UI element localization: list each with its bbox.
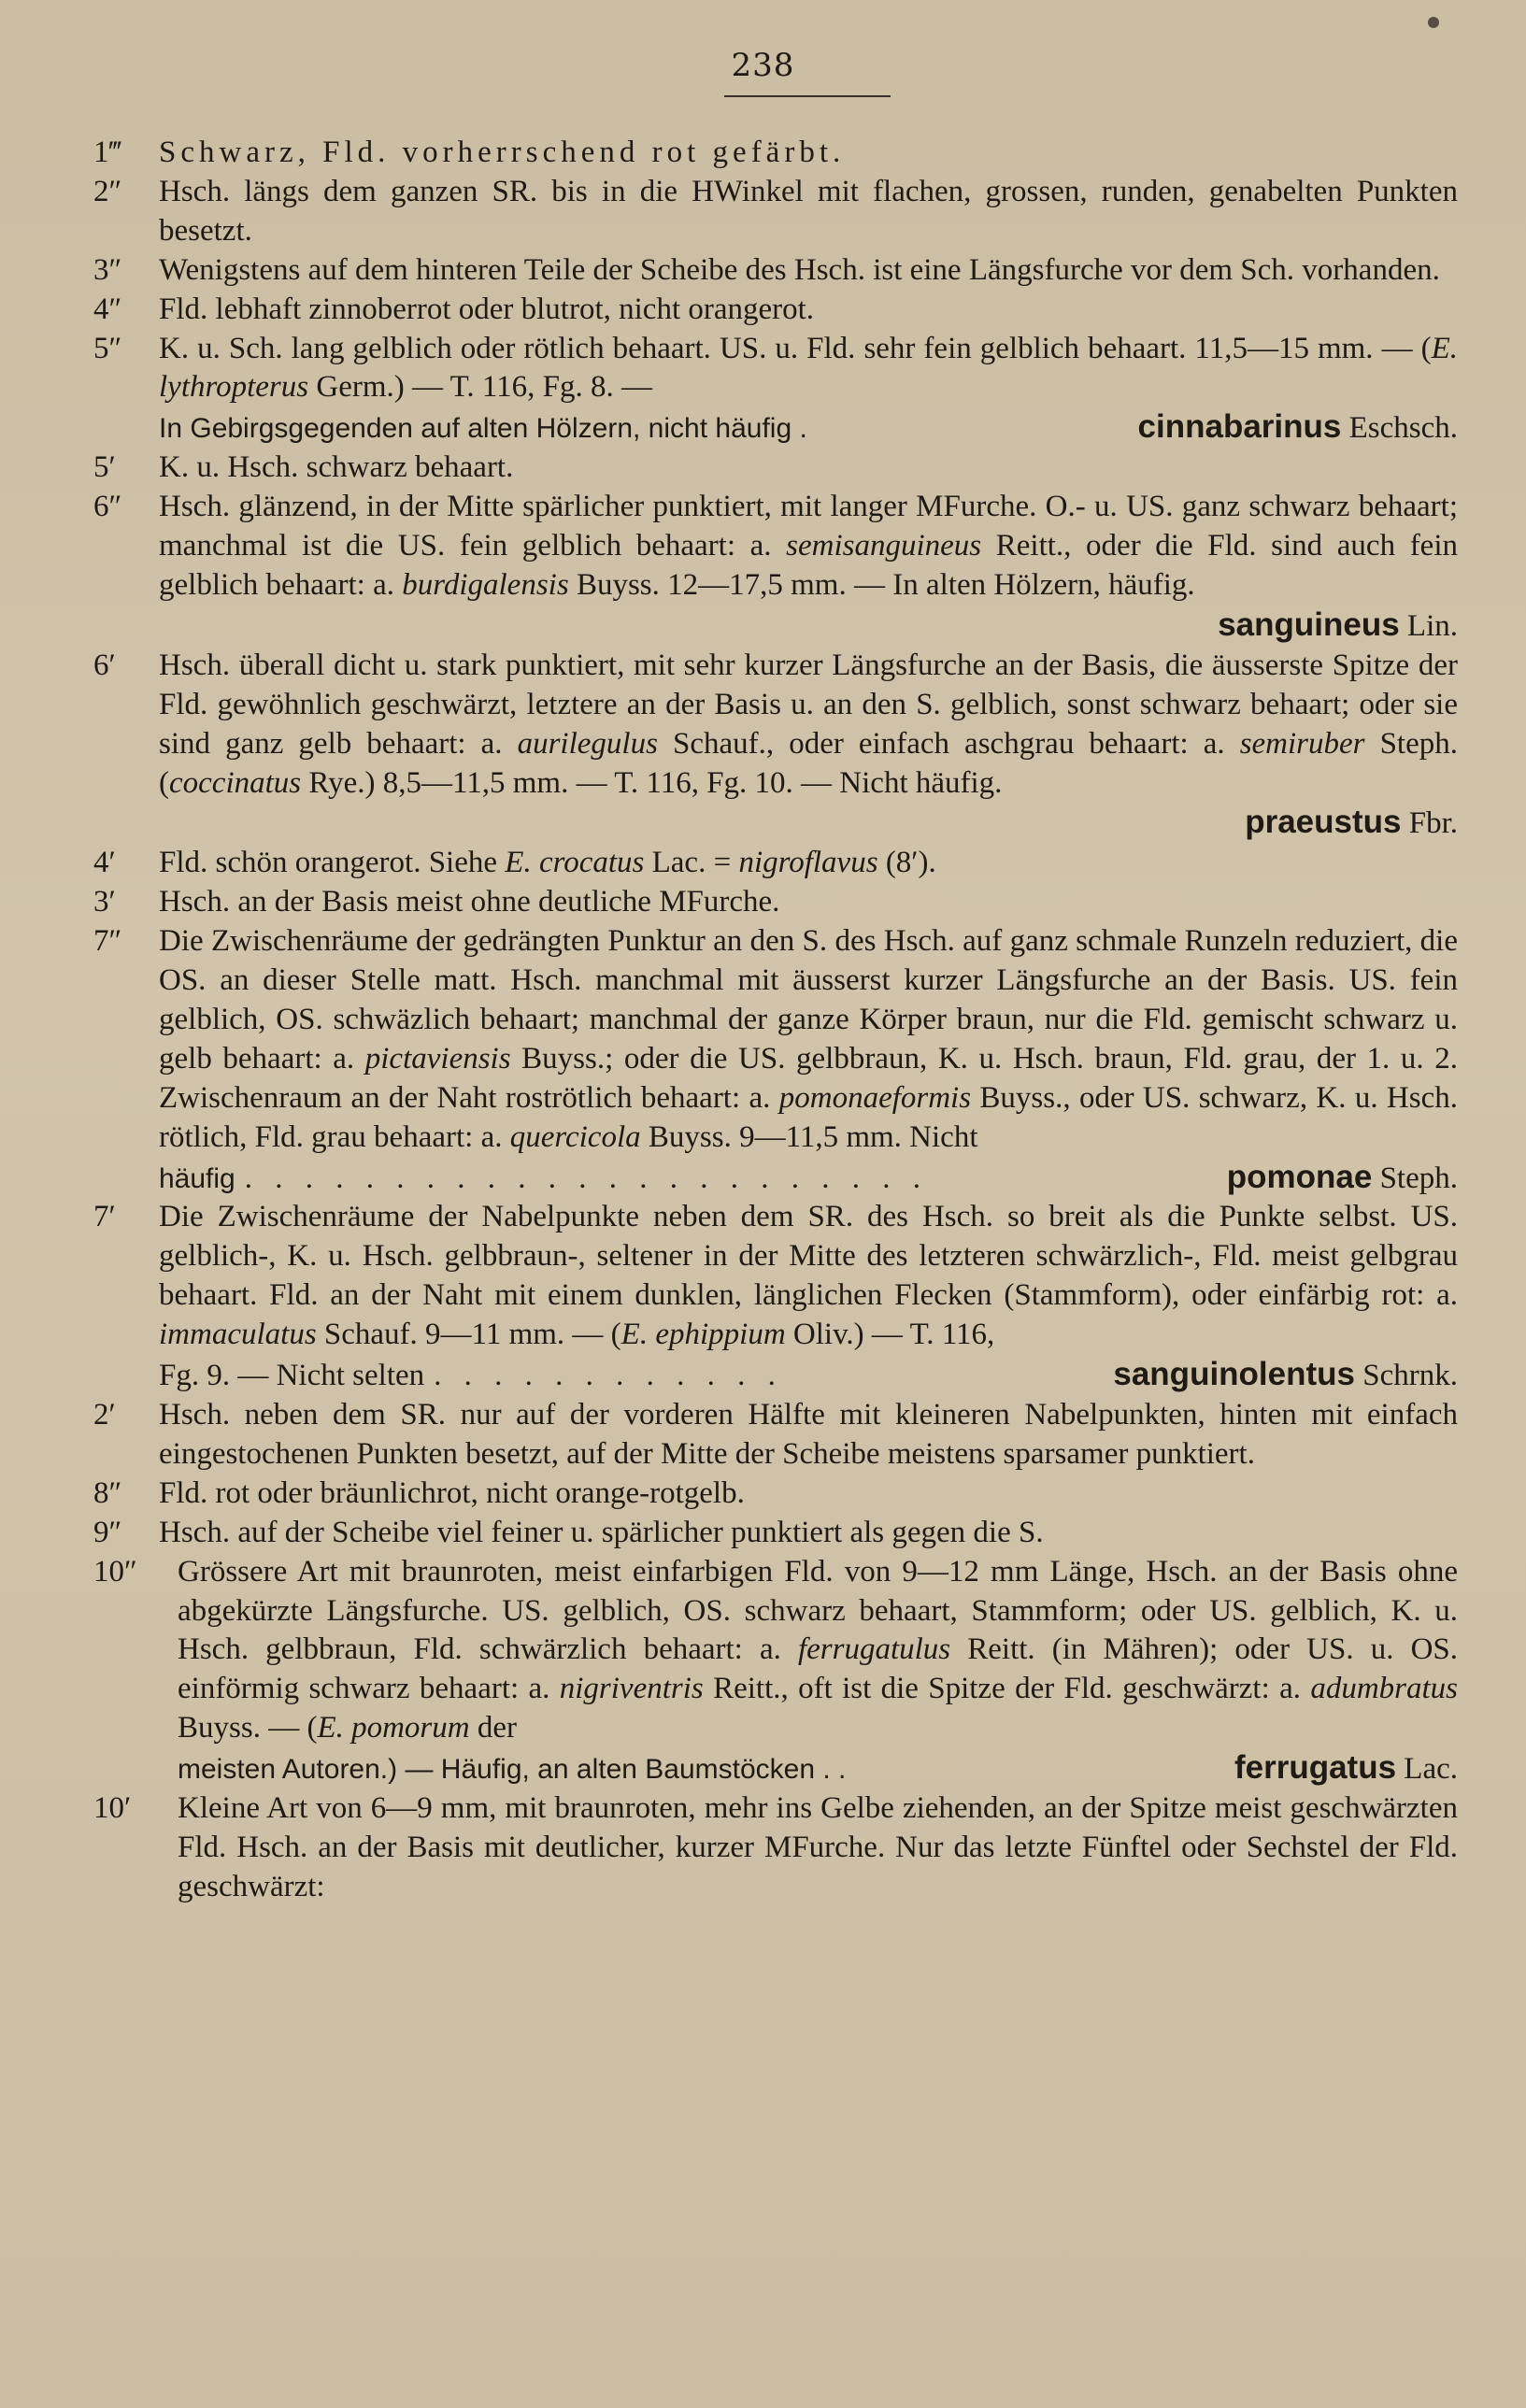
entry-text bbox=[159, 1198, 1458, 1355]
habitat-note: meisten Autoren.) — Häufig, an alten Baumstöcken . . bbox=[178, 1754, 847, 1786]
text-run: Buyss. 12—17,5 mm. — In alten Hölzern, häufig. bbox=[568, 567, 1195, 602]
key-entry bbox=[93, 173, 1458, 251]
header-rule bbox=[724, 95, 891, 97]
entry-number: 7″ bbox=[93, 924, 122, 959]
entry-number: 9″ bbox=[93, 1515, 122, 1549]
key-entry bbox=[93, 1789, 1458, 1907]
taxon-name: coccinatus bbox=[169, 765, 302, 800]
taxon-name: semiruber bbox=[1239, 726, 1365, 761]
entry-number: 2′ bbox=[93, 1398, 116, 1432]
leader-dots: . . . . . . . . . . . . bbox=[434, 1359, 783, 1393]
species-name: praeustus bbox=[1245, 804, 1402, 841]
habitat-note: In Gebirgsgegenden auf alten Hölzern, nicht häufig . bbox=[159, 413, 807, 445]
entry-number: 6″ bbox=[93, 490, 122, 524]
entry-number: 10′ bbox=[93, 1791, 132, 1826]
key-entry bbox=[93, 922, 1458, 1198]
taxon-name: burdigalensis bbox=[402, 567, 569, 602]
species-name-group bbox=[1227, 1158, 1458, 1199]
species-author: Steph. bbox=[1379, 1161, 1458, 1195]
text-run: Grössere Art mit braunroten, meist einfarbigen Fld. von 9—12 mm Länge, Hsch. an der Basis ohne abgekürzte Längsfurche. US. gelblich, OS. schwarz behaart, Stammform; oder US. gelblich, K. u. Hsch. gelbbraun, Fld. schwärzlich behaart: a. bbox=[178, 1554, 1458, 1667]
taxon-name: pomonaeformis bbox=[778, 1080, 972, 1115]
taxon-name: quercicola bbox=[509, 1119, 641, 1154]
entry-number: 3′ bbox=[93, 885, 116, 919]
key-entry bbox=[93, 844, 1458, 883]
key-entry bbox=[93, 1396, 1458, 1475]
entry-text bbox=[159, 922, 1458, 1157]
habitat-note: Fg. 9. — Nicht selten bbox=[159, 1359, 425, 1393]
text-run: Germ.) — T. 116, Fg. 8. — bbox=[308, 370, 652, 405]
entry-text: Hsch. an der Basis meist ohne deutliche MFurche. bbox=[159, 885, 780, 919]
page-number: 238 bbox=[731, 47, 795, 84]
entry-text: Fld. rot oder bräunlichrot, nicht orange-rotgelb. bbox=[159, 1475, 745, 1510]
taxon-name: immaculatus bbox=[159, 1318, 317, 1352]
entry-number: 2″ bbox=[93, 174, 122, 208]
text-run: Lac. = bbox=[644, 846, 739, 880]
text-run: Buyss.; oder die US. gelbbraun, K. u. Hsch. braun, Fld. grau, der 1. u. 2. Zwischenraum an der Naht roströtlich behaart: a. bbox=[159, 1041, 1458, 1115]
text-run: Reitt. (in Mähren); oder US. u. OS. einförmig schwarz behaart: a. bbox=[178, 1632, 1459, 1706]
key-entry bbox=[93, 1514, 1458, 1553]
text-run: Die Zwischenräume der gedrängten Punktur an den S. des Hsch. auf ganz schmale Runzeln reduziert, die OS. an dieser Stelle matt. Hsch. manchmal mit äusserst kurzer Längsfurche an der Basis. US. fein gelblich, OS. schwäzlich behaart; manchmal der ganze Körper braun, nur die Fld. gemischt schwarz u. gelb behaart: a. bbox=[159, 924, 1458, 1076]
entry-number: 10″ bbox=[93, 1554, 137, 1589]
key-entry bbox=[93, 251, 1458, 291]
taxon-name: nigroflavus bbox=[738, 846, 878, 880]
species-name: sanguinolentus bbox=[1113, 1356, 1355, 1393]
text-run: Rye.) 8,5—11,5 mm. — T. 116, Fg. 10. — Nicht häufig. bbox=[301, 765, 1003, 800]
text-run: Reitt., oder die Fld. sind auch fein gelblich behaart: a. bbox=[159, 529, 1458, 602]
entry-text: Hsch. längs dem ganzen SR. bis in die HWinkel mit flachen, grossen, runden, genabelten Punkten besetzt. bbox=[159, 174, 1458, 248]
species-name: ferrugatus bbox=[1234, 1749, 1397, 1787]
key-entry bbox=[93, 449, 1458, 488]
entry-number: 5″ bbox=[93, 331, 122, 365]
entry-number: 4″ bbox=[93, 292, 122, 326]
taxon-name: nigriventris bbox=[559, 1672, 704, 1706]
taxon-name: pictaviensis bbox=[364, 1041, 511, 1076]
key-entry bbox=[93, 883, 1458, 922]
entry-number: 4′ bbox=[93, 846, 116, 880]
habitat-note: häufig bbox=[159, 1162, 235, 1194]
key-text bbox=[93, 134, 1458, 1907]
taxon-name: E. crocatus bbox=[505, 846, 645, 880]
text-run: Buyss. — ( bbox=[178, 1711, 318, 1745]
key-entry bbox=[93, 1198, 1458, 1396]
entry-number: 6′ bbox=[93, 648, 116, 682]
entry-number: 7′ bbox=[93, 1200, 116, 1234]
entry-text: Hsch. auf der Scheibe viel feiner u. spärlicher punktiert als gegen die S. bbox=[159, 1515, 1044, 1549]
species-line bbox=[159, 407, 1458, 449]
text-run: (8′). bbox=[877, 846, 936, 880]
taxon-name: aurilegulus bbox=[517, 726, 658, 761]
entry-text bbox=[159, 330, 1458, 408]
text-run: K. u. Sch. lang gelblich oder rötlich behaart. US. u. Fld. sehr fein gelblich behaart. 11,5—15 mm. — ( bbox=[159, 331, 1432, 365]
text-run: Reitt., oft ist die Spitze der Fld. geschwärzt: a. bbox=[703, 1672, 1311, 1706]
text-run: Fld. schön orangerot. Siehe bbox=[159, 846, 506, 880]
text-run: Hsch. glänzend, in der Mitte spärlicher punktiert, mit langer MFurche. O.- u. US. ganz schwarz behaart; manchmal ist die US. fein gelblich behaart: a. bbox=[159, 490, 1458, 563]
species-name-group bbox=[1234, 1748, 1458, 1789]
entry-text bbox=[159, 844, 1458, 883]
leader-dots: . . . . . . . . . . . . . . . . . . . . . . . bbox=[244, 1161, 928, 1195]
text-run: Buyss. 9—11,5 mm. Nicht bbox=[640, 1119, 978, 1154]
ink-spot bbox=[1428, 17, 1439, 28]
species-line bbox=[159, 1158, 1458, 1199]
entry-text: Fld. lebhaft zinnoberrot oder blutrot, nicht orangerot. bbox=[159, 292, 815, 326]
entry-number: 5′ bbox=[93, 450, 116, 485]
species-name-group bbox=[1138, 407, 1458, 449]
entry-text: Schwarz, Fld. vorherrschend rot gefärbt. bbox=[159, 135, 846, 169]
taxon-name: E. lythropterus bbox=[159, 331, 1458, 405]
taxon-name: E. pomorum bbox=[317, 1711, 470, 1745]
text-run: Oliv.) — T. 116, bbox=[785, 1318, 995, 1352]
species-name: sanguineus bbox=[1218, 606, 1400, 643]
text-run: Schauf., oder einfach aschgrau behaart: a. bbox=[657, 726, 1240, 761]
key-entry bbox=[93, 1553, 1458, 1789]
entry-text bbox=[159, 647, 1458, 804]
entry-number: 8″ bbox=[93, 1475, 122, 1510]
species-author: Eschsch. bbox=[1348, 411, 1458, 446]
species-author: Lac. bbox=[1404, 1752, 1458, 1787]
text-run: Hsch. überall dicht u. stark punktiert, mit sehr kurzer Längsfurche an der Basis, die äusserste Spitze der Fld. gewöhnlich geschwärzt, letztere an der Basis u. an den S. gelblich, sonst schwarz behaart; oder sie sind ganz gelb behaart: a. bbox=[159, 648, 1458, 761]
text-run: Buyss., oder US. schwarz, K. u. Hsch. rötlich, Fld. grau behaart: a. bbox=[159, 1080, 1458, 1154]
key-entry bbox=[93, 488, 1458, 647]
text-run: Steph. ( bbox=[159, 726, 1458, 800]
taxon-name: E. ephippium bbox=[620, 1318, 786, 1352]
key-entry bbox=[93, 330, 1458, 449]
species-author: Fbr. bbox=[1408, 806, 1458, 841]
species-name: cinnabarinus bbox=[1137, 408, 1342, 446]
taxon-name: semisanguineus bbox=[786, 529, 982, 563]
entry-text bbox=[159, 488, 1458, 606]
species-line bbox=[159, 606, 1458, 647]
entry-text: K. u. Hsch. schwarz behaart. bbox=[159, 450, 514, 485]
text-run: Die Zwischenräume der Nabelpunkte neben dem SR. des Hsch. so breit als die Punkte selbst. US. gelblich-, K. u. Hsch. gelbbraun-, seltener in der Mitte des letzteren schwärzlich-, Fld. meist gelbgrau behaart. Fld. an der Naht mit einem dunklen, länglichen Flecken (Stammform), oder einfärbig rot: a. bbox=[159, 1200, 1458, 1313]
key-entry bbox=[93, 134, 1458, 173]
species-author: Schrnk. bbox=[1362, 1359, 1458, 1393]
species-line bbox=[159, 1355, 1458, 1396]
key-entry bbox=[93, 291, 1458, 330]
species-name-group bbox=[1113, 1355, 1458, 1396]
taxon-name: ferrugatulus bbox=[797, 1632, 951, 1667]
species-line bbox=[159, 803, 1458, 844]
taxon-name: adumbratus bbox=[1310, 1672, 1458, 1706]
entry-number: 3″ bbox=[93, 252, 122, 287]
entry-text: Kleine Art von 6—9 mm, mit braunroten, mehr ins Gelbe ziehenden, an der Spitze meist geschwärzten Fld. Hsch. an der Basis mit deutlicher, kurzer MFurche. Nur das letzte Fünftel oder Sechstel der Fld. geschwärzt: bbox=[178, 1791, 1458, 1903]
text-run: der bbox=[469, 1711, 517, 1745]
entry-number: 1‴ bbox=[93, 135, 122, 169]
species-name: pomonae bbox=[1226, 1158, 1373, 1195]
species-line bbox=[178, 1748, 1458, 1789]
key-entry bbox=[93, 1475, 1458, 1514]
key-entry bbox=[93, 647, 1458, 845]
text-run: Schauf. 9—11 mm. — ( bbox=[316, 1318, 621, 1352]
species-author: Lin. bbox=[1406, 608, 1458, 643]
entry-text: Hsch. neben dem SR. nur auf der vorderen Hälfte mit kleineren Nabelpunkten, hinten mit einfach eingestochenen Punkten besetzt, auf der Mitte der Scheibe meistens sparsamer punktiert. bbox=[159, 1398, 1458, 1471]
entry-text: Wenigstens auf dem hinteren Teile der Scheibe des Hsch. ist eine Längsfurche vor dem Sch. vorhanden. bbox=[159, 252, 1440, 287]
entry-text bbox=[178, 1553, 1458, 1749]
